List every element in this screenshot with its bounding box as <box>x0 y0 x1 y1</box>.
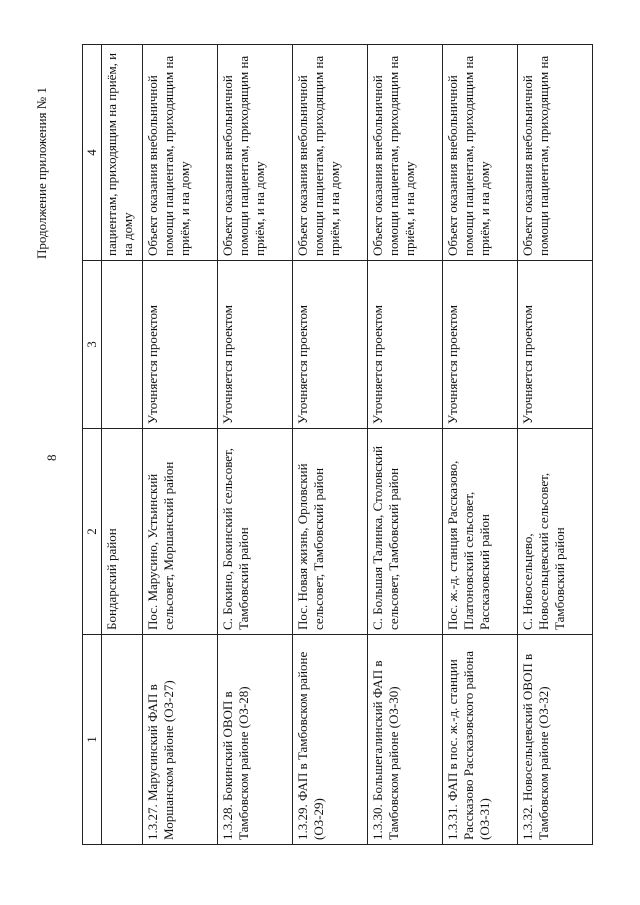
cell-purpose: Объект оказания внебольничной помощи пациентам, приходящим на приём, и на дому <box>218 45 293 261</box>
cell-purpose: пациентам, приходящим на приём, и на дому <box>102 45 143 261</box>
cell-area <box>102 261 143 429</box>
column-header: 2 <box>83 429 102 635</box>
table-row <box>102 45 143 845</box>
cell-purpose: Объект оказания внебольничной помощи пациентам, приходящим на приём, и на дому <box>293 45 368 261</box>
cell-location: С. Новосельцево, Новосельцевский сельсовет, Тамбовский район <box>518 429 593 635</box>
facilities-table <box>82 44 593 845</box>
table-row <box>518 45 593 845</box>
table-row <box>218 45 293 845</box>
cell-facility: 1.3.29. ФАП в Тамбовском районе (ОЗ-29) <box>293 635 368 845</box>
column-header: 4 <box>83 45 102 261</box>
appendix-note: Продолжение приложения № 1 <box>34 87 49 259</box>
cell-purpose: Объект оказания внебольничной помощи пациентам, приходящим на приём, и на дому <box>368 45 443 261</box>
cell-purpose: Объект оказания внебольничной помощи пациентам, приходящим на приём, и на дому <box>143 45 218 261</box>
table-row <box>293 45 368 845</box>
page-number: 8 <box>44 454 59 461</box>
cell-area: Уточняется проектом <box>443 261 518 429</box>
cell-location: Бондарский район <box>102 429 143 635</box>
table-header-row <box>83 45 102 845</box>
cell-area: Уточняется проектом <box>518 261 593 429</box>
table-row <box>368 45 443 845</box>
cell-location: Пос. Марусино, Устьинский сельсовет, Моршанский район <box>143 429 218 635</box>
table-row <box>143 45 218 845</box>
cell-purpose: Объект оказания внебольничной помощи пациентам, приходящим на приём, и на дому <box>443 45 518 261</box>
cell-facility: 1.3.27. Марусинский ФАП в Моршанском районе (ОЗ-27) <box>143 635 218 845</box>
cell-facility: 1.3.30. Большегалинский ФАП в Тамбовском районе (ОЗ-30) <box>368 635 443 845</box>
cell-facility: 1.3.32. Новосельцевский ОВОП в Тамбовском районе (ОЗ-32) <box>518 635 593 845</box>
cell-facility <box>102 635 143 845</box>
column-header: 3 <box>83 261 102 429</box>
cell-location: Пос. ж.-д. станция Рассказово, Платоновский сельсовет, Рассказовский район <box>443 429 518 635</box>
cell-location: Пос. Новая жизнь, Орловский сельсовет, Тамбовский район <box>293 429 368 635</box>
cell-facility: 1.3.28. Бокинский ОВОП в Тамбовском районе (ОЗ-28) <box>218 635 293 845</box>
cell-location: С. Большая Талинка, Столовский сельсовет, Тамбовский район <box>368 429 443 635</box>
table-row <box>443 45 518 845</box>
cell-facility: 1.3.31. ФАП в пос. ж.-д. станции Рассказово Рассказовского района (ОЗ-31) <box>443 635 518 845</box>
cell-location: С. Бокино, Бокинский сельсовет, Тамбовский район <box>218 429 293 635</box>
column-header: 1 <box>83 635 102 845</box>
cell-area: Уточняется проектом <box>218 261 293 429</box>
cell-purpose: Объект оказания внебольничной помощи пациентам, приходящим на <box>518 45 593 261</box>
cell-area: Уточняется проектом <box>143 261 218 429</box>
cell-area: Уточняется проектом <box>293 261 368 429</box>
cell-area: Уточняется проектом <box>368 261 443 429</box>
